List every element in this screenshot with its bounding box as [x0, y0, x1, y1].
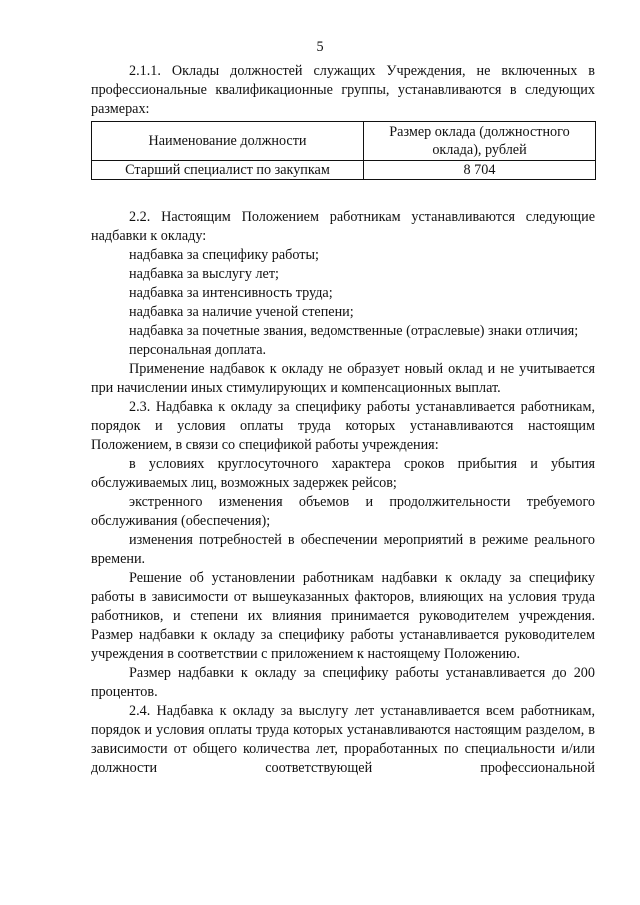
main-section	[91, 208, 595, 778]
paragraph: изменения потребностей в обеспечении мероприятий в режиме реального времени.	[91, 532, 595, 567]
page-number: 5	[316, 39, 324, 55]
table-header-salary: Размер оклада (должностного оклада), рублей	[364, 122, 596, 161]
paragraph: надбавка за выслугу лет;	[129, 266, 279, 282]
table-row	[92, 161, 596, 180]
paragraph: 2.4. Надбавка к окладу за выслугу лет устанавливается всем работникам, порядок и условия оплаты труда которых устанавливаются настоящим разделом, в зависимости от общего количества лет, проработанных по специальности и/или должности соответствующей профессиональной	[91, 703, 595, 776]
table-header-row	[92, 122, 596, 161]
paragraph: персональная доплата.	[129, 342, 267, 358]
paragraph: 2.1.1. Оклады должностей служащих Учреждения, не включенных в профессиональные квалификационные группы, устанавливаются в следующих размерах:	[91, 63, 595, 117]
paragraph: 2.3. Надбавка к окладу за специфику работы устанавливается работникам, порядок и условия оплаты труда которых устанавливаются настоящим Положением, в связи со спецификой работы учреждения:	[91, 399, 595, 453]
paragraph: Решение об установлении работникам надбавки к окладу за специфику работы в зависимости от вышеуказанных факторов, влияющих на условия труда работников, и степени их влияния принимается руководителем учреждения. Размер надбавки к окладу за специфику работы устанавливается руководителем учреждения в соответствии с приложением к настоящему Положению.	[91, 570, 595, 662]
paragraph: надбавка за почетные звания, ведомственные (отраслевые) знаки отличия;	[129, 323, 579, 339]
paragraph: надбавка за наличие ученой степени;	[129, 304, 354, 320]
paragraph: в условиях круглосуточного характера сроков прибытия и убытия обслуживаемых лиц, возможных задержек рейсов;	[91, 456, 595, 491]
salary-table	[91, 121, 596, 180]
paragraph: надбавка за интенсивность труда;	[129, 285, 333, 301]
paragraph: Применение надбавок к окладу не образует новый оклад и не учитывается при начислении иных стимулирующих и компенсационных выплат.	[91, 361, 595, 396]
paragraph: 2.2. Настоящим Положением работникам устанавливаются следующие надбавки к окладу:	[91, 209, 595, 244]
table-cell-position: Старший специалист по закупкам	[92, 161, 364, 180]
intro-section	[91, 62, 595, 119]
table-cell-salary: 8 704	[364, 161, 596, 180]
paragraph: надбавка за специфику работы;	[129, 247, 319, 263]
document-body	[91, 62, 595, 778]
paragraph: Размер надбавки к окладу за специфику работы устанавливается до 200 процентов.	[91, 665, 595, 700]
table-header-position: Наименование должности	[92, 122, 364, 161]
paragraph: экстренного изменения объемов и продолжительности требуемого обслуживания (обеспечения);	[91, 494, 595, 529]
